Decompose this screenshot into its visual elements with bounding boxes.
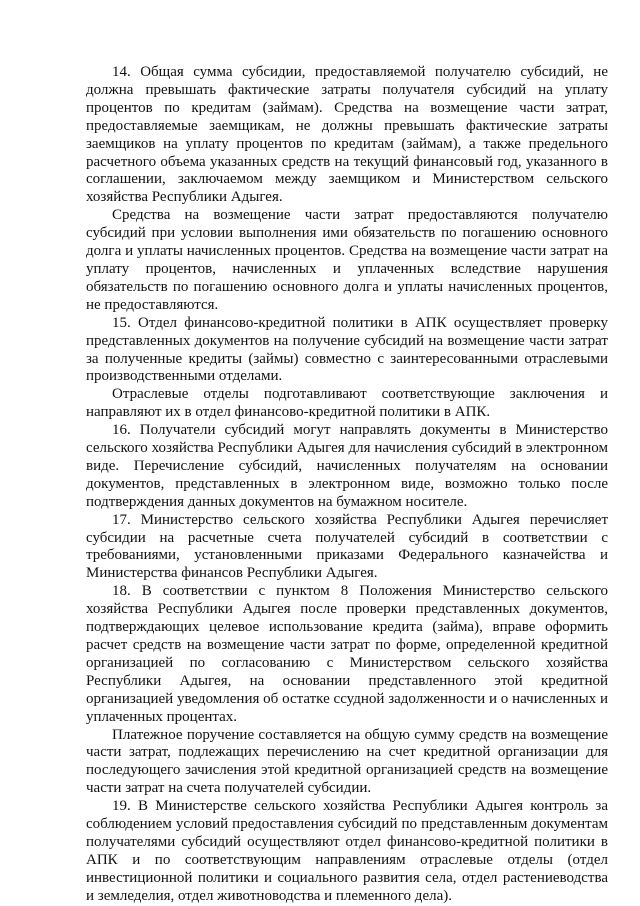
paragraph-16: 16. Получатели субсидий могут направлять документы в Министерство сельского хозяйства Республики Адыгея для начисления субсидий в электронном виде. Перечисление субсидий, начисленных получателям на основании документов, представленных в электронном виде, возможно только после подтверждения данных документов на бумажном носителе. [86, 422, 608, 510]
paragraph-19: 19. В Министерстве сельского хозяйства Республики Адыгея контроль за соблюдением условий предоставления субсидий по представленным документам получателями субсидий осуществляют отдел финансово-кредитной политики в АПК и по соответствующим направлениям отраслевые отделы (отдел инвестиционной политики и социального развития села, отдел растениеводства и земледелия, отдел животноводства и племенного дела). [86, 798, 608, 904]
paragraph-15: 15. Отдел финансово-кредитной политики в АПК осуществляет проверку представленных документов на получение субсидий на возмещение части затрат за полученные кредиты (займы) совместно с заинтересованными отраслевыми производственными отделами. [86, 314, 608, 385]
paragraph-14-continued: Средства на возмещение части затрат предоставляются получателю субсидий при условии выполнения ими обязательств по погашению основного долга и уплаты начисленных процентов. Средства на возмещение части затрат на уплату процентов, начисленных и уплаченных вследствие нарушения обязательств по погашению основного долга и уплаты начисленных процентов, не предоставляются. [86, 207, 608, 313]
paragraph-18: 18. В соответствии с пунктом 8 Положения Министерство сельского хозяйства Республики Адыгея после проверки представленных документов, подтверждающих целевое использование кредита (займа), вправе оформить расчет средств на возмещение части затрат по форме, определенной кредитной организацией по согласованию с Министерством сельского хозяйства Республики Адыгея, на основании представленного этой кредитной организацией уведомления об остатке ссудной задолженности и о начисленных и уплаченных процентах. [86, 583, 608, 725]
paragraph-15-continued: Отраслевые отделы подготавливают соответствующие заключения и направляют их в отдел финансово-кредитной политики в АПК. [86, 386, 608, 421]
document-body [86, 64, 608, 906]
paragraph-17: 17. Министерство сельского хозяйства Республики Адыгея перечисляет субсидии на расчетные счета получателей субсидий в соответствии с требованиями, установленными приказами Федерального казначейства и Министерства финансов Республики Адыгея. [86, 511, 608, 582]
paragraph-18-continued: Платежное поручение составляется на общую сумму средств на возмещение части затрат, подлежащих перечислению на счет кредитной организации для последующего зачисления этой кредитной организацией средств на возмещение части затрат на счета получателей субсидии. [86, 726, 608, 797]
paragraph-14: 14. Общая сумма субсидии, предоставляемой получателю субсидий, не должна превышать фактические затраты получателя субсидий на уплату процентов по кредитам (займам). Средства на возмещение части затрат, предоставляемые заемщикам, не должны превышать фактические затраты заемщиков на уплату процентов по кредитам (займам), а также предельного расчетного объема указанных средств на текущий финансовый год, указанного в соглашении, заключаемом между заемщиком и Министерством сельского хозяйства Республики Адыгея. [86, 64, 608, 206]
